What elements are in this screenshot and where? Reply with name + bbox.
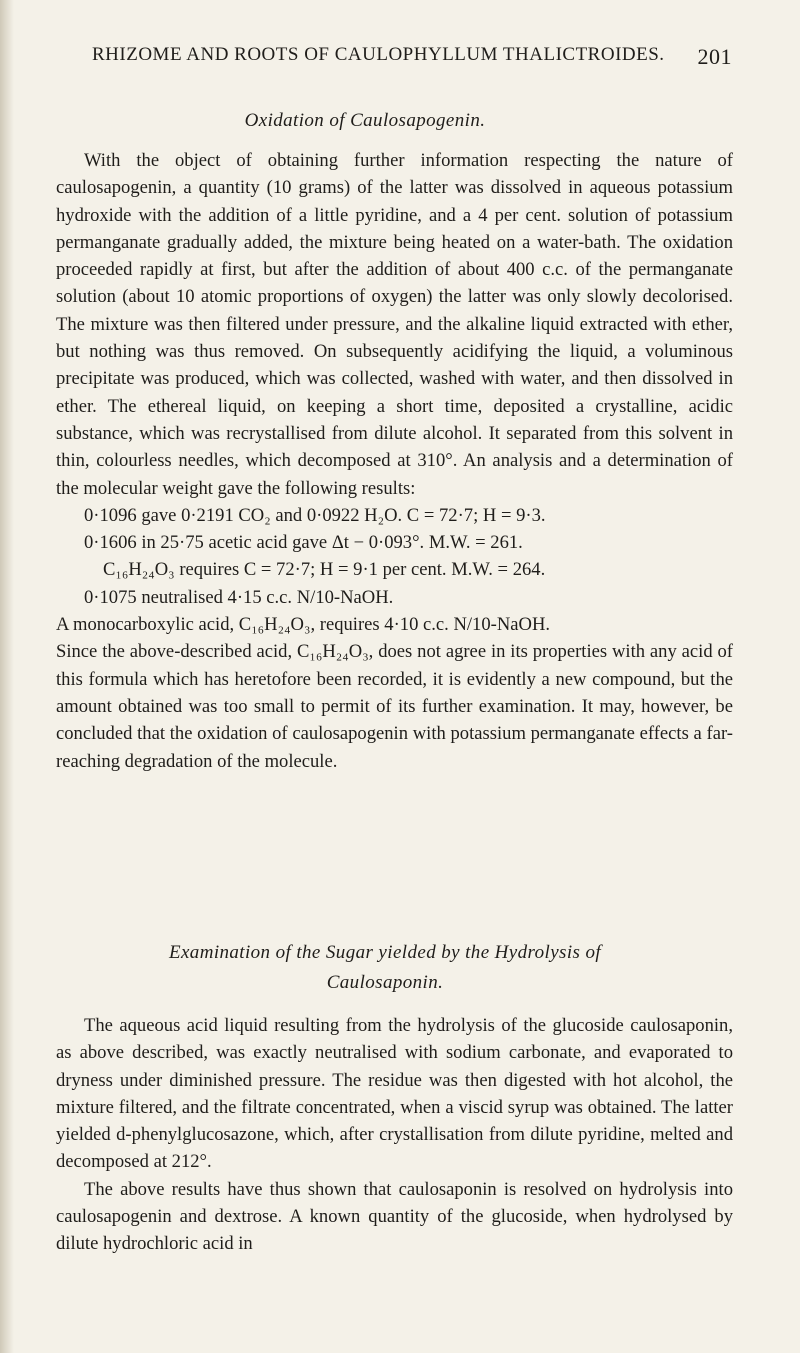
section-title-sugar bbox=[40, 938, 730, 998]
section-title-sugar-line-2: Caulosaponin. bbox=[326, 972, 444, 993]
running-title: RHIZOME AND ROOTS OF CAULOPHYLLUM THALICTROIDES. bbox=[92, 44, 665, 65]
analysis-line-3: C₁₆H₂₄O₃ requires C = 72·7; H = 9·1 per cent. M.W. = 264. bbox=[103, 559, 546, 581]
oxidation-conclusion: Since the above-described acid, C₁₆H₂₄O₃, does not agree in its properties with any acid of this formula which has heretofore been recorded, it is evidently a new compound, but the amount obtained was too small to permit of its further examination. It may, however, be concluded that the oxidation of caulosapogenin with potassium permanganate effects a far-reaching degradation of the molecule. bbox=[56, 641, 733, 772]
analysis-line-1: 0·1096 gave 0·2191 CO₂ and 0·0922 H₂O. C = 72·7; H = 9·3. bbox=[84, 504, 546, 526]
oxidation-paragraph: With the object of obtaining further information respecting the nature of caulosapogenin, a quantity (10 grams) of the latter was dissolved in aqueous potassium hydroxide with the addition of a little pyridine, and a 4 per cent. solution of potassium permanganate gradually added, the mixture being heated on a water-bath. The oxidation proceeded rapidly at first, but after the addition of about 400 c.c. of the permanganate solution (about 10 atomic proportions of oxygen) the latter was only slowly decolorised. The mixture was then filtered under pressure, and the alkaline liquid extracted with ether, but nothing was thus removed. On subsequently acidifying the liquid, a voluminous precipitate was produced, which was collected, washed with water, and then dissolved in ether. The ethereal liquid, on keeping a short time, deposited a crystalline, acidic substance, which was recrystallised from dilute alcohol. It separated from this solvent in thin, colourless needles, which decomposed at 310°. An analysis and a determination of the molecular weight gave the following results: bbox=[56, 150, 733, 499]
analysis-line-2: 0·1606 in 25·75 acetic acid gave Δt − 0·093°. M.W. = 261. bbox=[84, 532, 523, 554]
section-title-sugar-line-1: Examination of the Sugar yielded by the Hydrolysis of bbox=[168, 942, 602, 963]
section-title-oxidation: Oxidation of Caulosapogenin. bbox=[244, 110, 486, 131]
page-number: 201 bbox=[697, 44, 732, 69]
sugar-paragraph-1: The aqueous acid liquid resulting from the hydrolysis of the glucoside caulosaponin, as above described, was exactly neutralised with sodium carbonate, and evaporated to dryness under diminished pressure. The residue was then digested with hot alcohol, the mixture filtered, and the filtrate concentrated, when a viscid syrup was obtained. The latter yielded d-phenylglucosazone, which, after crystallisation from dilute pyridine, melted and decomposed at 212°. bbox=[56, 1015, 733, 1173]
analysis-line-5: A monocarboxylic acid, C₁₆H₂₄O₃, requires 4·10 c.c. N/10-NaOH. bbox=[56, 614, 551, 636]
sugar-paragraph-2: The above results have thus shown that caulosaponin is resolved on hydrolysis into caulosapogenin and dextrose. A known quantity of the glucoside, when hydrolysed by dilute hydrochloric acid in bbox=[56, 1178, 733, 1255]
running-header bbox=[92, 44, 732, 69]
page-binding-edge bbox=[0, 0, 14, 1353]
sugar-section-body bbox=[56, 1012, 733, 1258]
analysis-line-4: 0·1075 neutralised 4·15 c.c. N/10-NaOH. bbox=[84, 586, 394, 608]
oxidation-section-body bbox=[56, 147, 733, 775]
